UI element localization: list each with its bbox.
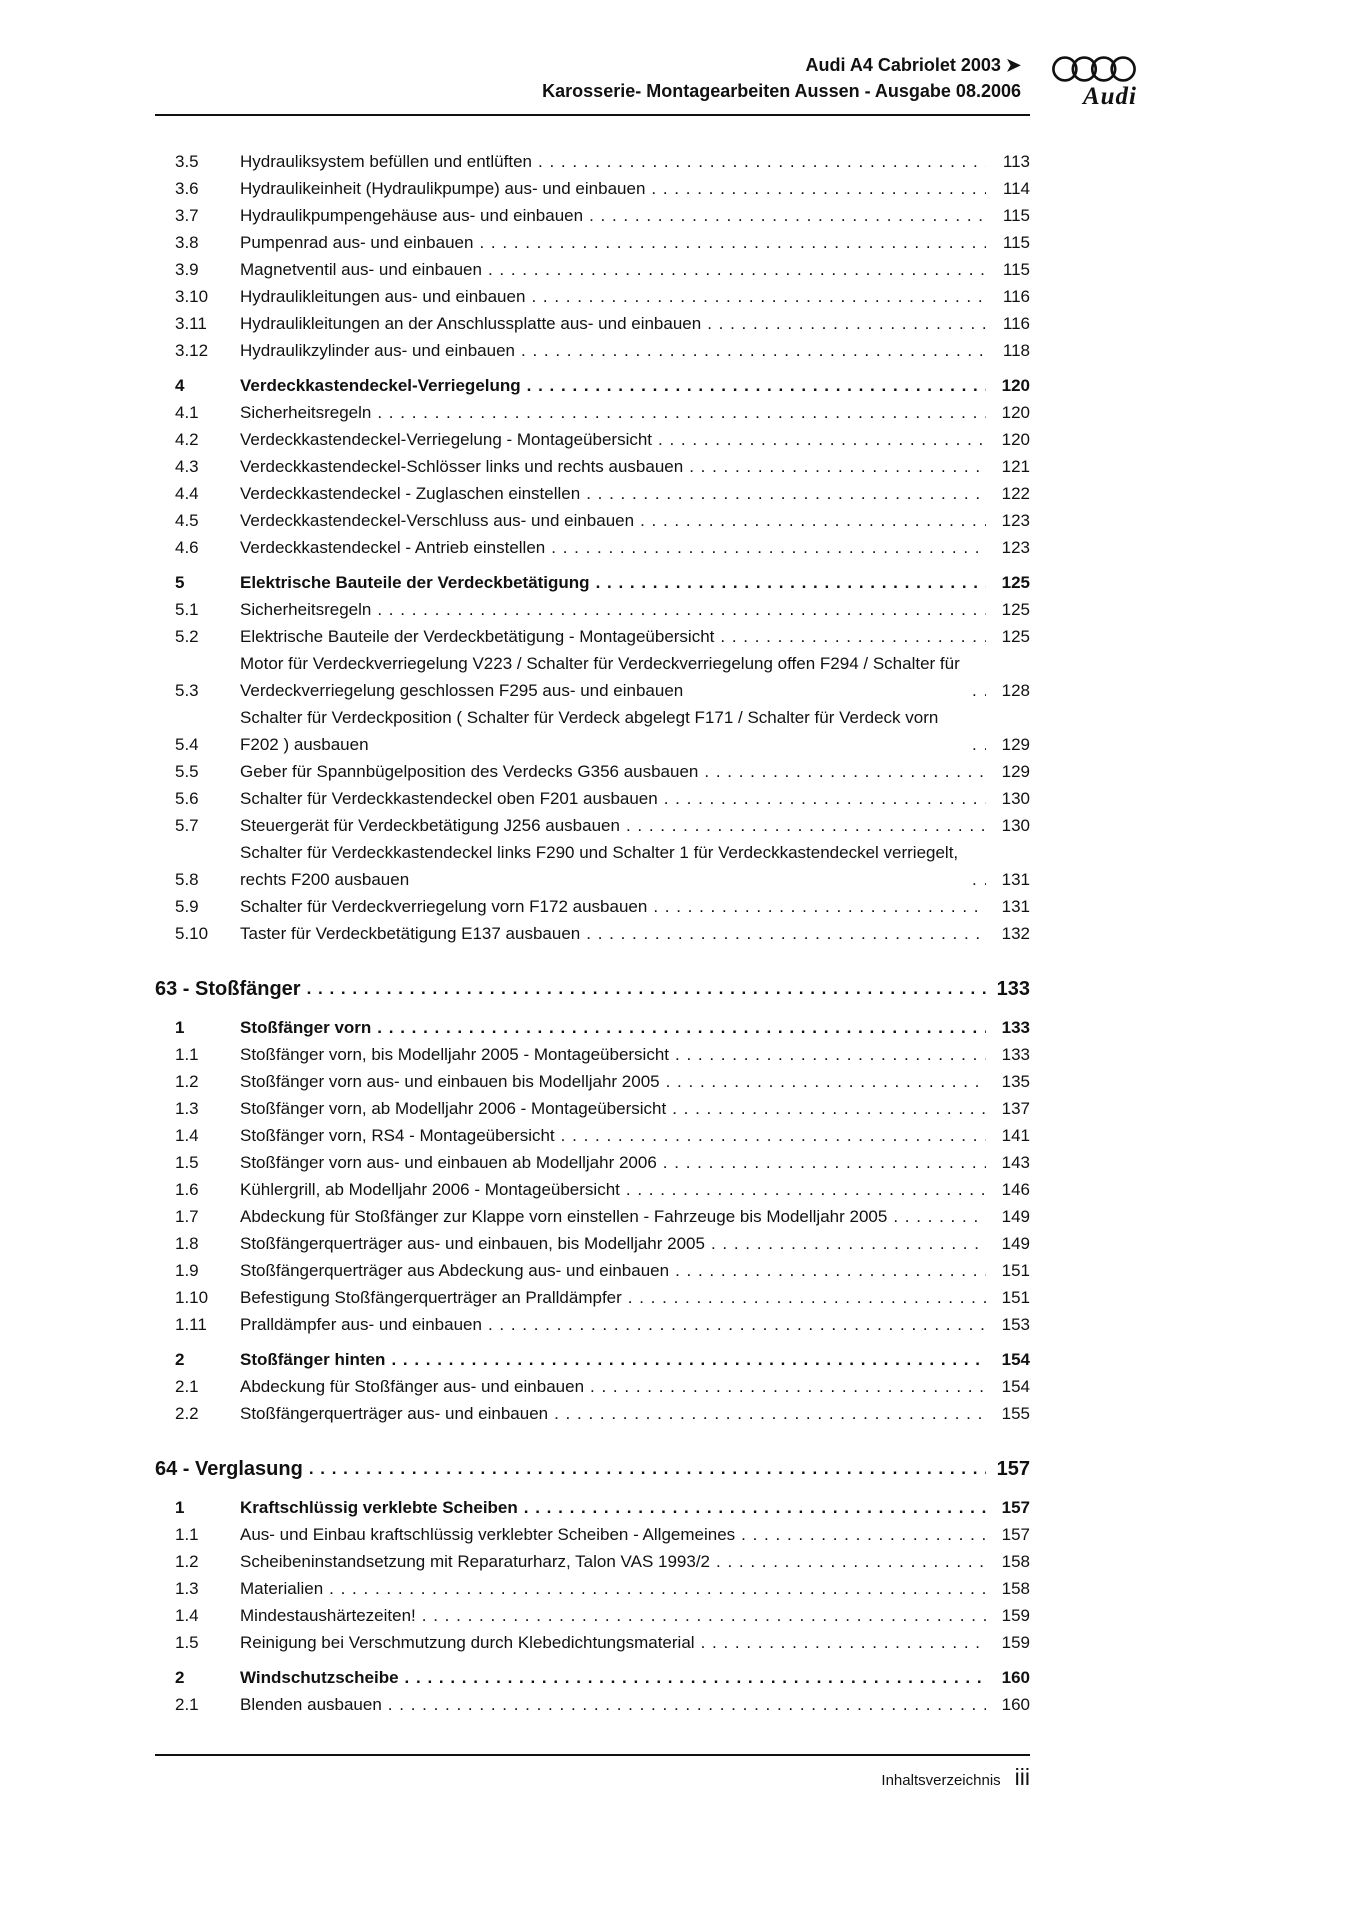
dot-leader [651,175,986,202]
toc-entry [155,704,1030,758]
toc-entry-page: 129 [1001,762,1030,781]
toc-entry [155,1068,1030,1095]
toc-entry-page: 157 [996,1458,1030,1480]
toc-entry-page: 151 [1001,1288,1030,1307]
toc-entry-title: Stoßfänger hinten [240,1350,386,1369]
dot-leader [707,310,986,337]
toc-entry-number: 4 [175,376,185,395]
toc-entry [155,623,1030,650]
toc-entry-number: 5 [175,573,185,592]
toc-entry-number: 5.8 [175,870,199,889]
toc-entry [155,1230,1030,1257]
toc-entry-number: 1.8 [175,1234,199,1253]
toc-entry [155,1149,1030,1176]
toc-entry-number: 1.7 [175,1207,199,1226]
toc-entry-number: 4.6 [175,538,199,557]
toc-entry [155,785,1030,812]
toc-entry [155,399,1030,426]
toc-entry-page: 123 [1001,511,1030,530]
dot-leader [893,1203,986,1230]
toc-entry-number: 4.3 [175,457,199,476]
toc-entry [155,1257,1030,1284]
dot-leader [377,1014,986,1041]
toc-entry-number: 2.1 [175,1377,199,1396]
toc-entry [155,337,1030,364]
dot-leader [488,256,986,283]
toc-entry [155,256,1030,283]
toc-entry-page: 135 [1001,1072,1030,1091]
dot-leader [422,1602,986,1629]
toc-entry-title: Hydraulikzylinder aus- und einbauen [240,341,515,360]
toc-entry [155,1575,1030,1602]
toc-entry [155,1691,1030,1718]
toc-entry-title: Kraftschlüssig verklebte Scheiben [240,1498,518,1517]
dot-leader [527,372,986,399]
toc-entry-number: 4.4 [175,484,199,503]
toc-entry [155,1284,1030,1311]
toc-entry-title: Sicherheitsregeln [240,403,372,422]
dot-leader [554,1400,986,1427]
toc-entry-title: Magnetventil aus- und einbauen [240,260,482,279]
toc-entry-number: 5.5 [175,762,199,781]
toc-entry-page: 125 [1001,627,1030,646]
toc-entry [155,920,1030,947]
toc-entry [155,426,1030,453]
toc-entry-page: 157 [1001,1525,1030,1544]
toc-entry-number: 5.7 [175,816,199,835]
dot-leader [551,534,986,561]
toc-entry [155,283,1030,310]
audi-wordmark: Audi [1082,83,1137,110]
toc-entry [155,973,1030,1004]
toc-entry-title: Blenden ausbauen [240,1695,382,1714]
toc-entry-page: 158 [1001,1552,1030,1571]
header-text-block [542,52,1021,104]
toc-entry [155,1203,1030,1230]
toc-entry [155,1041,1030,1068]
toc-entry-number: 1.3 [175,1579,199,1598]
toc-entry-number: 5.3 [175,681,199,700]
dot-leader [377,596,986,623]
dot-leader [666,1068,986,1095]
dot-leader [586,480,986,507]
toc-entry-number: 4.2 [175,430,199,449]
toc-entry-title: Pumpenrad aus- und einbauen [240,233,474,252]
toc-entry-number: 3.11 [175,314,207,333]
toc-entry-page: 158 [1001,1579,1030,1598]
toc-entry-page: 131 [1001,897,1030,916]
toc-entry [155,1373,1030,1400]
toc-entry-number: 1.9 [175,1261,199,1280]
toc-entry-number: 4.5 [175,511,199,530]
toc-entry-number: 5.6 [175,789,199,808]
toc-entry-number: 1.11 [175,1315,207,1334]
toc-entry-number: 1.1 [175,1525,199,1544]
dot-leader [701,1629,986,1656]
toc-entry [155,1602,1030,1629]
page-footer [155,1764,1030,1791]
toc-entry-page: 118 [1002,341,1030,360]
toc-entry-title: Scheibeninstandsetzung mit Reparaturharz, Talon VAS 1993/2 [240,1552,710,1571]
toc-entry-page: 123 [1001,538,1030,557]
page-header [155,52,1137,110]
toc-entry-title: Materialien [240,1579,324,1598]
toc-entry-number: 1.5 [175,1153,199,1172]
toc-entry-title: Stoßfängerquerträger aus- und einbauen [240,1404,549,1423]
toc-entry-page: 130 [1001,789,1030,808]
toc-entry-number: 2.2 [175,1404,199,1423]
toc-entry-page: 131 [1001,870,1030,889]
toc-entry [155,310,1030,337]
toc-entry-page: 151 [1001,1261,1030,1280]
toc-entry [155,507,1030,534]
toc-entry-title: Hydrauliksystem befüllen und entlüften [240,152,532,171]
toc-entry-title: Verdeckkastendeckel-Verriegelung [240,376,521,395]
toc-entry-number: 5.9 [175,897,199,916]
toc-entry-page: 155 [1001,1404,1030,1423]
toc-entry [155,596,1030,623]
toc-entry-number: 1.6 [175,1180,199,1199]
toc-entry-page: 133 [1001,1018,1030,1037]
toc-entry-number: 1.2 [175,1552,199,1571]
toc-entry-title: Verdeckkastendeckel-Verriegelung - Montageübersicht [240,430,653,449]
toc-entry-page: 125 [1001,573,1030,592]
dot-leader [704,758,986,785]
toc-entry [155,1400,1030,1427]
toc-entry-number: 2 [175,1350,185,1369]
dot-leader [972,866,986,893]
toc-entry-title: Abdeckung für Stoßfänger aus- und einbauen [240,1377,585,1396]
toc-entry-title: Hydraulikeinheit (Hydraulikpumpe) aus- und einbauen [240,179,646,198]
toc-entry-title: 63 - Stoßfänger [155,978,301,1000]
toc-entry-title: Verdeckkastendeckel - Antrieb einstellen [240,538,546,557]
toc-entry [155,1176,1030,1203]
toc-entry-number: 3.8 [175,233,199,252]
toc-entry-number: 1.2 [175,1072,199,1091]
toc-entry-page: 159 [1001,1606,1030,1625]
toc-entry-page: 159 [1001,1633,1030,1652]
toc-entry-page: 133 [1001,1045,1030,1064]
toc-entry [155,1521,1030,1548]
dot-leader [653,893,986,920]
dot-leader [672,1095,986,1122]
toc-entry-page: 115 [1002,206,1030,225]
toc-entry-number: 1 [175,1018,185,1037]
audi-rings-icon [1051,54,1137,84]
toc-entry-page: 115 [1002,233,1030,252]
dot-leader [309,1453,986,1484]
toc-entry-number: 1.3 [175,1099,199,1118]
toc-entry-number: 3.9 [175,260,199,279]
toc-entry-number: 3.5 [175,152,199,171]
dot-leader [675,1041,986,1068]
toc-entry-title: Reinigung bei Verschmutzung durch Klebedichtungsmaterial [240,1633,695,1652]
toc-entry-page: 154 [1001,1377,1030,1396]
dot-leader [663,1149,986,1176]
toc-entry [155,148,1030,175]
footer-divider [155,1754,1030,1756]
toc-entry-page: 153 [1001,1315,1030,1334]
toc-entry [155,1494,1030,1521]
toc-entry-page: 120 [1001,430,1030,449]
toc-entry [155,758,1030,785]
toc-entry [155,839,1030,893]
toc-entry-title: Pralldämpfer aus- und einbauen [240,1315,482,1334]
toc-entry-page: 157 [1001,1498,1030,1517]
dot-leader [675,1257,986,1284]
dot-leader [488,1311,986,1338]
toc-entry-number: 3.10 [175,287,209,306]
toc-entry-page: 121 [1001,457,1030,476]
toc-entry [155,1122,1030,1149]
audi-logo [1051,54,1137,110]
toc-entry-title: Kühlergrill, ab Modelljahr 2006 - Montageübersicht [240,1180,620,1199]
toc-entry-number: 5.10 [175,924,209,943]
toc-entry-title: Aus- und Einbau kraftschlüssig verklebter Scheiben - Allgemeines [240,1525,736,1544]
toc-entry-page: 116 [1002,314,1030,333]
dot-leader [626,812,986,839]
toc-entry-title: Schalter für Verdeckverriegelung vorn F172 ausbauen [240,897,648,916]
dot-leader [658,426,986,453]
toc-entry-page: 143 [1001,1153,1030,1172]
toc-entry [155,812,1030,839]
toc-entry-page: 114 [1002,179,1030,198]
toc-entry-number: 1.10 [175,1288,209,1307]
toc-entry [155,175,1030,202]
toc-entry [155,1453,1030,1484]
footer-page-number: iii [1014,1764,1030,1790]
toc-entry-title: Stoßfängerquerträger aus- und einbauen, bis Modelljahr 2005 [240,1234,705,1253]
toc-entry-page: 130 [1001,816,1030,835]
toc-entry-title: Stoßfänger vorn aus- und einbauen bis Modelljahr 2005 [240,1072,660,1091]
toc-entry-title: Verdeckkastendeckel-Schlösser links und rechts ausbauen [240,457,684,476]
toc-entry-title: Verdeckkastendeckel-Verschluss aus- und einbauen [240,511,635,530]
dot-leader [596,569,986,596]
dot-leader [640,507,986,534]
toc-entry-number: 1.4 [175,1606,199,1625]
dot-leader [391,1346,986,1373]
toc-entry-title: 64 - Verglasung [155,1458,303,1480]
table-of-contents [155,148,1030,1718]
header-model-line: Audi A4 Cabriolet 2003 ➤ [805,55,1021,75]
dot-leader [561,1122,986,1149]
header-title-line: Karosserie- Montagearbeiten Aussen - Ausgabe 08.2006 [542,81,1021,101]
toc-entry-title: Verdeckkastendeckel - Zuglaschen einstellen [240,484,581,503]
toc-entry-title: Hydraulikleitungen an der Anschlussplatte aus- und einbauen [240,314,702,333]
toc-entry-number: 3.6 [175,179,199,198]
dot-leader [479,229,986,256]
toc-entry-number: 2.1 [175,1695,199,1714]
toc-entry [155,229,1030,256]
dot-leader [626,1176,986,1203]
dot-leader [628,1284,986,1311]
toc-entry-title: Steuergerät für Verdeckbetätigung J256 ausbauen [240,816,620,835]
toc-entry-title: Elektrische Bauteile der Verdeckbetätigung [240,573,590,592]
toc-entry-title: Hydraulikleitungen aus- und einbauen [240,287,526,306]
toc-entry-title: Befestigung Stoßfängerquerträger an Pralldämpfer [240,1288,622,1307]
toc-entry-number: 5.4 [175,735,199,754]
toc-entry [155,534,1030,561]
dot-leader [720,623,986,650]
toc-entry-title: Motor für Verdeckverriegelung V223 / Schalter für Verdeckverriegelung offen F294 / Schalter für Verdeckverriegelung geschlossen F295 aus- und einbauen [240,654,960,700]
toc-entry-title: Taster für Verdeckbetätigung E137 ausbauen [240,924,581,943]
toc-entry-number: 1.4 [175,1126,199,1145]
toc-entry-page: 141 [1001,1126,1030,1145]
toc-entry-page: 146 [1001,1180,1030,1199]
toc-entry-title: Stoßfänger vorn, bis Modelljahr 2005 - Montageübersicht [240,1045,670,1064]
toc-entry-number: 1 [175,1498,185,1517]
dot-leader [589,202,986,229]
header-divider [155,114,1030,116]
dot-leader [388,1691,986,1718]
toc-entry-title: Schalter für Verdeckkastendeckel oben F201 ausbauen [240,789,658,808]
footer-label: Inhaltsverzeichnis [881,1772,1001,1789]
toc-entry-page: 149 [1001,1207,1030,1226]
toc-entry-title: Geber für Spannbügelposition des Verdecks G356 ausbauen [240,762,699,781]
toc-entry-title: Stoßfänger vorn [240,1018,372,1037]
dot-leader [664,785,986,812]
toc-entry [155,453,1030,480]
toc-entry [155,1629,1030,1656]
toc-entry-title: Abdeckung für Stoßfänger zur Klappe vorn einstellen - Fahrzeuge bis Modelljahr 2005 [240,1207,888,1226]
toc-entry-number: 3.12 [175,341,209,360]
toc-entry-title: Sicherheitsregeln [240,600,372,619]
toc-entry [155,650,1030,704]
dot-leader [307,973,986,1004]
toc-entry-page: 154 [1001,1350,1030,1369]
toc-entry-title: Stoßfänger vorn aus- und einbauen ab Modelljahr 2006 [240,1153,657,1172]
toc-entry-number: 5.1 [175,600,199,619]
toc-entry [155,1346,1030,1373]
toc-entry-page: 113 [1002,152,1030,171]
toc-entry-page: 120 [1001,376,1030,395]
dot-leader [524,1494,986,1521]
toc-entry-page: 160 [1001,1695,1030,1714]
toc-entry-number: 1.5 [175,1633,199,1652]
toc-entry [155,1014,1030,1041]
toc-entry-page: 149 [1001,1234,1030,1253]
toc-entry [155,893,1030,920]
toc-entry [155,480,1030,507]
toc-entry-number: 3.7 [175,206,199,225]
toc-entry-number: 1.1 [175,1045,199,1064]
toc-entry-title: Windschutzscheibe [240,1668,399,1687]
dot-leader [538,148,986,175]
toc-entry-page: 133 [996,978,1030,1000]
toc-entry-page: 129 [1001,735,1030,754]
dot-leader [586,920,986,947]
toc-entry-page: 115 [1002,260,1030,279]
toc-entry-title: Stoßfängerquerträger aus Abdeckung aus- und einbauen [240,1261,670,1280]
toc-entry-page: 160 [1001,1668,1030,1687]
dot-leader [711,1230,986,1257]
toc-entry [155,1311,1030,1338]
toc-entry-page: 132 [1001,924,1030,943]
dot-leader [521,337,986,364]
toc-entry-title: Stoßfänger vorn, RS4 - Montageübersicht [240,1126,555,1145]
toc-entry-number: 2 [175,1668,185,1687]
toc-entry-title: Elektrische Bauteile der Verdeckbetätigung - Montageübersicht [240,627,715,646]
toc-entry-title: Hydraulikpumpengehäuse aus- und einbauen [240,206,584,225]
toc-entry-title: Mindestaushärtezeiten! [240,1606,416,1625]
toc-entry-page: 116 [1002,287,1030,306]
dot-leader [741,1521,986,1548]
toc-entry-page: 125 [1001,600,1030,619]
toc-entry [155,1664,1030,1691]
toc-entry-page: 128 [1001,681,1030,700]
dot-leader [377,399,986,426]
toc-entry-title: Schalter für Verdeckkastendeckel links F290 und Schalter 1 für Verdeckkastendeckel verriegelt, rechts F200 ausbauen [240,843,959,889]
toc-entry-title: Schalter für Verdeckposition ( Schalter für Verdeck abgelegt F171 / Schalter für Verdeck vorn F202 ) ausbauen [240,708,939,754]
dot-leader [590,1373,986,1400]
toc-entry-title: Stoßfänger vorn, ab Modelljahr 2006 - Montageübersicht [240,1099,667,1118]
dot-leader [329,1575,986,1602]
toc-entry [155,202,1030,229]
toc-entry-number: 5.2 [175,627,199,646]
dot-leader [972,731,986,758]
toc-entry [155,1095,1030,1122]
dot-leader [972,677,986,704]
dot-leader [716,1548,986,1575]
toc-entry-number: 4.1 [175,403,199,422]
toc-entry [155,569,1030,596]
dot-leader [405,1664,986,1691]
toc-entry [155,1548,1030,1575]
toc-entry-page: 122 [1001,484,1030,503]
toc-entry [155,372,1030,399]
dot-leader [689,453,986,480]
dot-leader [531,283,986,310]
toc-entry-page: 137 [1001,1099,1030,1118]
toc-entry-page: 120 [1001,403,1030,422]
